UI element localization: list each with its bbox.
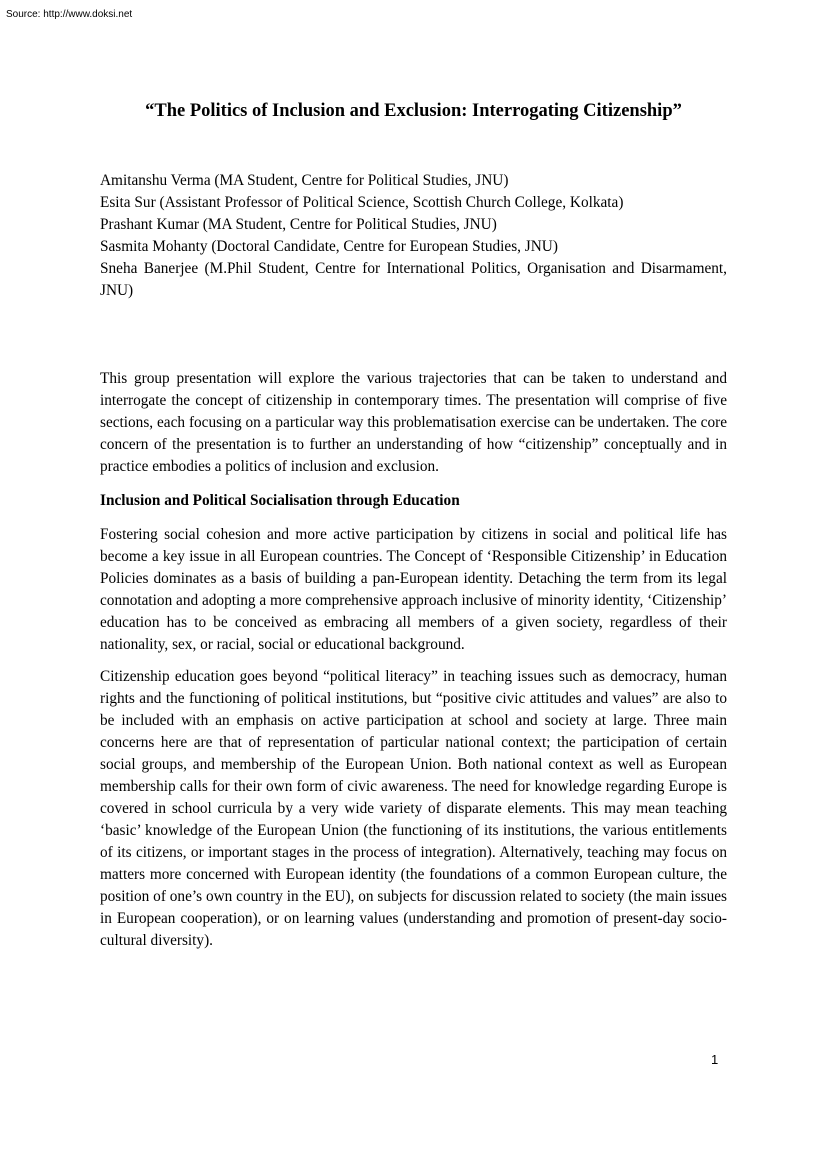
author-entry: Esita Sur (Assistant Professor of Political Science, Scottish Church College, Kolkata) <box>100 194 624 211</box>
author-entry: Prashant Kumar (MA Student, Centre for Political Studies, JNU) <box>100 216 497 233</box>
section-heading: Inclusion and Political Socialisation through Education <box>100 492 460 509</box>
document-body <box>100 368 727 962</box>
source-url: Source: http://www.doksi.net <box>6 9 133 20</box>
author-list <box>100 170 727 302</box>
author-entry: Amitanshu Verma (MA Student, Centre for Political Studies, JNU) <box>100 172 509 189</box>
document-title: “The Politics of Inclusion and Exclusion: Interrogating Citizenship” <box>145 101 682 121</box>
body-paragraph: Fostering social cohesion and more active participation by citizens in social and political life has become a key issue in all European countries. The Concept of ‘Responsible Citizenship’ in Education Policies dominates as a basis of building a pan-European identity. Detaching the term from its legal connotation and adopting a more comprehensive approach inclusive of minority identity, ‘Citizenship’ education has to be conceived as embracing all members of a given society, regardless of their nationality, sex, or racial, social or educational background. <box>100 526 727 653</box>
page-number: 1 <box>711 1052 719 1067</box>
author-entry: Sneha Banerjee (M.Phil Student, Centre for International Politics, Organisation and Disarmament, JNU) <box>100 260 727 299</box>
intro-paragraph: This group presentation will explore the various trajectories that can be taken to understand and interrogate the concept of citizenship in contemporary times. The presentation will comprise of five sections, each focusing on a particular way this problematisation exercise can be undertaken. The core concern of the presentation is to further an understanding of how “citizenship” conceptually and in practice embodies a politics of inclusion and exclusion. <box>100 370 727 475</box>
author-entry: Sasmita Mohanty (Doctoral Candidate, Centre for European Studies, JNU) <box>100 238 558 255</box>
body-paragraph: Citizenship education goes beyond “political literacy” in teaching issues such as democracy, human rights and the functioning of political institutions, but “positive civic attitudes and values” are also to be included with an emphasis on active participation at school and society at large. Three main concerns here are that of representation of particular national context; the participation of certain social groups, and membership of the European Union. Both national context as well as European membership calls for their own form of civic awareness. The need for knowledge regarding Europe is covered in school curricula by a very wide variety of disparate elements. This may mean teaching ‘basic’ knowledge of the European Union (the functioning of its institutions, the various entitlements of its citizens, or important stages in the process of integration). Alternatively, teaching may focus on matters more concerned with European identity (the foundations of a common European culture, the position of one’s own country in the EU), on subjects for discussion related to society (the main issues in European cooperation), or on learning values (understanding and promotion of present-day socio-cultural diversity). <box>100 668 727 949</box>
